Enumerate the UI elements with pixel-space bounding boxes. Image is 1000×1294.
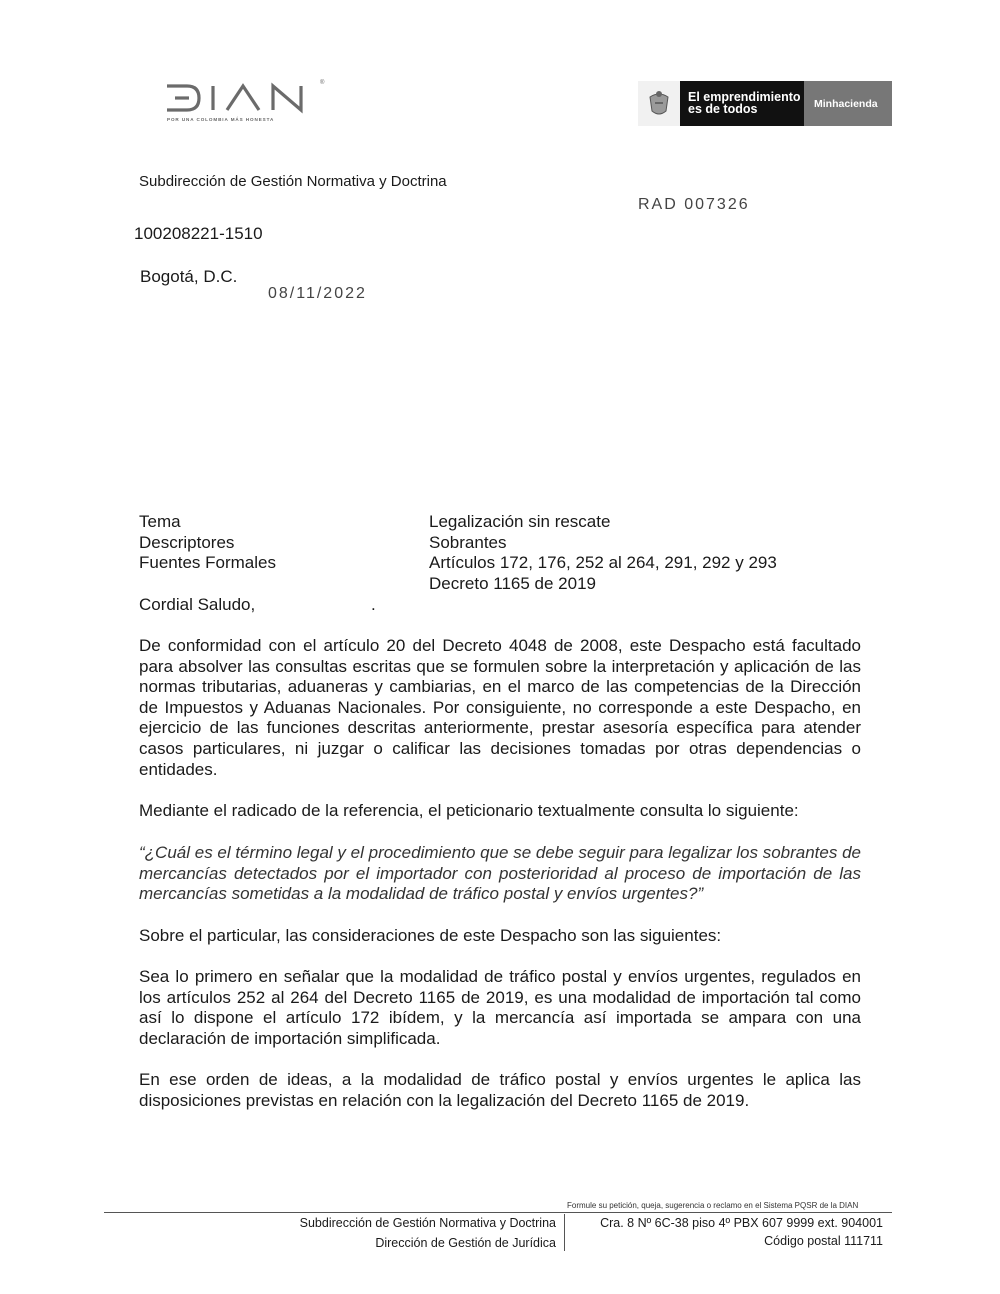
office-name: Subdirección de Gestión Normativa y Doctrina <box>139 173 447 190</box>
paragraph-modality: Sea lo primero en señalar que la modalidad de tráfico postal y envíos urgentes, regulados en los artículos 252 al 264 del Decreto 1165 de 2019, es una modalidad de importación tal como así lo dispone el artículo 172 ibídem, y la mercancía así importada se ampara con una declaración de importación simplificada. <box>139 967 861 1048</box>
footer-direction: Dirección de Gestión de Jurídica <box>375 1236 556 1250</box>
meta-value-tema: Legalización sin rescate <box>429 512 611 531</box>
meta-label-fuentes: Fuentes Formales <box>139 553 276 572</box>
cut-stamp-top: RAD 007326 <box>638 196 750 213</box>
paragraph-query-intro: Mediante el radicado de la referencia, el peticionario textualmente consulta lo siguiente: <box>139 801 799 820</box>
dian-tagline: POR UNA COLOMBIA MÁS HONESTA <box>167 117 275 122</box>
footer-pqsr-note: Formule su petición, queja, sugerencia o reclamo en el Sistema PQSR de la DIAN <box>567 1201 859 1210</box>
meta-label-descriptores: Descriptores <box>139 533 235 552</box>
file-number: 100208221-1510 <box>134 224 263 243</box>
footer-address: Cra. 8 Nº 6C-38 piso 4º PBX 607 9999 ext. 904001 <box>600 1216 883 1230</box>
meta-value-descriptores: Sobrantes <box>429 533 507 552</box>
footer-postal-code: Código postal 111711 <box>764 1234 883 1248</box>
greeting: Cordial Saludo, <box>139 595 256 614</box>
cut-stamp-date: 08/11/2022 <box>268 285 367 302</box>
footer-office: Subdirección de Gestión Normativa y Doctrina <box>299 1216 556 1230</box>
paragraph-quote: “¿Cuál es el término legal y el procedimiento que se debe seguir para legalizar los sobrantes de mercancías detectados por el importador con posterioridad al proceso de importación de las mercancías sometidas a la modalidad de tráfico postal y envíos urgentes?” <box>139 843 861 904</box>
meta-value-decreto: Decreto 1165 de 2019 <box>429 574 596 593</box>
paragraph-competence: De conformidad con el artículo 20 del Decreto 4048 de 2008, este Despacho está facultado para absolver las consultas escritas que se formulen sobre la interpretación y aplicación de las normas tributarias, aduaneras y cambiarias, en el marco de las competencias de la Dirección de Impuestos y Aduanas Nacionales. Por consiguiente, no corresponde a este Despacho, en ejercicio de las funciones descritas anteriormente, prestar asesoría específica para atender casos particulares, ni juzgar o calificar las decisiones tomadas por otras dependencias o entidades. <box>139 636 861 779</box>
ministry-name: Minhacienda <box>804 81 892 126</box>
registered-mark: ® <box>320 80 325 86</box>
minhacienda-logo <box>638 81 892 126</box>
meta-label-tema: Tema <box>139 512 181 531</box>
paragraph-considerations: Sobre el particular, las consideraciones de este Despacho son las siguientes: <box>139 926 722 945</box>
dian-logo <box>165 80 325 128</box>
greeting-dot: . <box>371 595 376 614</box>
paragraph-conclusion: En ese orden de ideas, a la modalidad de tráfico postal y envíos urgentes le aplica las disposiciones previstas en relación con la legalización del Decreto 1165 de 2019. <box>139 1070 861 1110</box>
meta-value-fuentes: Artículos 172, 176, 252 al 264, 291, 292 y 293 <box>429 553 777 572</box>
gov-brand-line1: El emprendimiento <box>688 90 801 104</box>
coat-of-arms-icon <box>638 81 680 126</box>
dian-wordmark-icon <box>165 80 325 114</box>
gov-brand-text <box>680 81 804 126</box>
gov-brand-line2: es de todos <box>688 102 758 116</box>
footer-divider <box>564 1214 565 1251</box>
city: Bogotá, D.C. <box>140 267 238 286</box>
